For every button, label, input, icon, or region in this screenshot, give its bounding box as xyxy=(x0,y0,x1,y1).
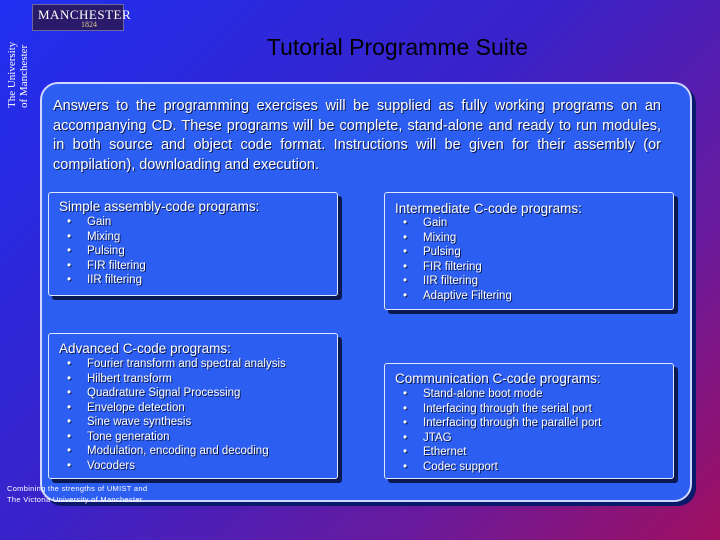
card-intermediate-c xyxy=(384,192,674,310)
list-item: • Mixing xyxy=(63,230,146,245)
logo-name: MANCHESTER xyxy=(38,7,132,22)
list-item: • Interfacing through the parallel port xyxy=(399,416,601,431)
slide-title: Tutorial Programme Suite xyxy=(266,34,529,60)
card-title: Advanced C-code programs: xyxy=(59,341,231,356)
list-item: • Gain xyxy=(399,216,512,231)
university-line-1: The University xyxy=(6,41,18,108)
simple-list xyxy=(63,215,146,288)
list-item: • FIR filtering xyxy=(399,260,512,275)
communication-list xyxy=(399,387,601,474)
list-item: • Fourier transform and spectral analysis xyxy=(63,357,286,372)
card-advanced-c xyxy=(48,333,338,479)
list-item: • Codec support xyxy=(399,460,601,475)
intermediate-list xyxy=(399,216,512,303)
university-line-2: of Manchester xyxy=(18,44,30,108)
list-item: • Mixing xyxy=(399,231,512,246)
list-item: • Vocoders xyxy=(63,459,286,474)
card-title: Intermediate C-code programs: xyxy=(395,201,582,216)
footer-text xyxy=(7,483,147,505)
card-communication-c xyxy=(384,363,674,479)
intro-paragraph: Answers to the programming exercises will be supplied as fully working programs on an accompanying CD. These programs will be complete, stand-alone and ready to run modules, in both source and object code format. Instructions will be given for their assembly (or compilation), downloading and execution. xyxy=(53,98,661,173)
list-item: • Stand-alone boot mode xyxy=(399,387,601,402)
footer-line-1: Combining the strengths of UMIST and xyxy=(7,484,148,493)
list-item: • Hilbert transform xyxy=(63,372,286,387)
list-item: • Ethernet xyxy=(399,445,601,460)
list-item: • Gain xyxy=(63,215,146,230)
list-item: • Pulsing xyxy=(63,244,146,259)
list-item: • Envelope detection xyxy=(63,401,286,416)
card-simple-assembly xyxy=(48,192,338,296)
footer-line-2: The Victoria University of Manchester xyxy=(7,495,143,504)
card-title: Communication C-code programs: xyxy=(395,371,601,386)
list-item: • Interfacing through the serial port xyxy=(399,402,601,417)
list-item: • Adaptive Filtering xyxy=(399,289,512,304)
advanced-list xyxy=(63,357,286,473)
list-item: • Quadrature Signal Processing xyxy=(63,386,286,401)
list-item: • IIR filtering xyxy=(399,274,512,289)
card-title: Simple assembly-code programs: xyxy=(59,199,260,214)
list-item: • JTAG xyxy=(399,431,601,446)
list-item: • Tone generation xyxy=(63,430,286,445)
list-item: • FIR filtering xyxy=(63,259,146,274)
logo-year: 1824 xyxy=(81,20,97,29)
list-item: • Sine wave synthesis xyxy=(63,415,286,430)
list-item: • Modulation, encoding and decoding xyxy=(63,444,286,459)
list-item: • IIR filtering xyxy=(63,273,146,288)
list-item: • Pulsing xyxy=(399,245,512,260)
